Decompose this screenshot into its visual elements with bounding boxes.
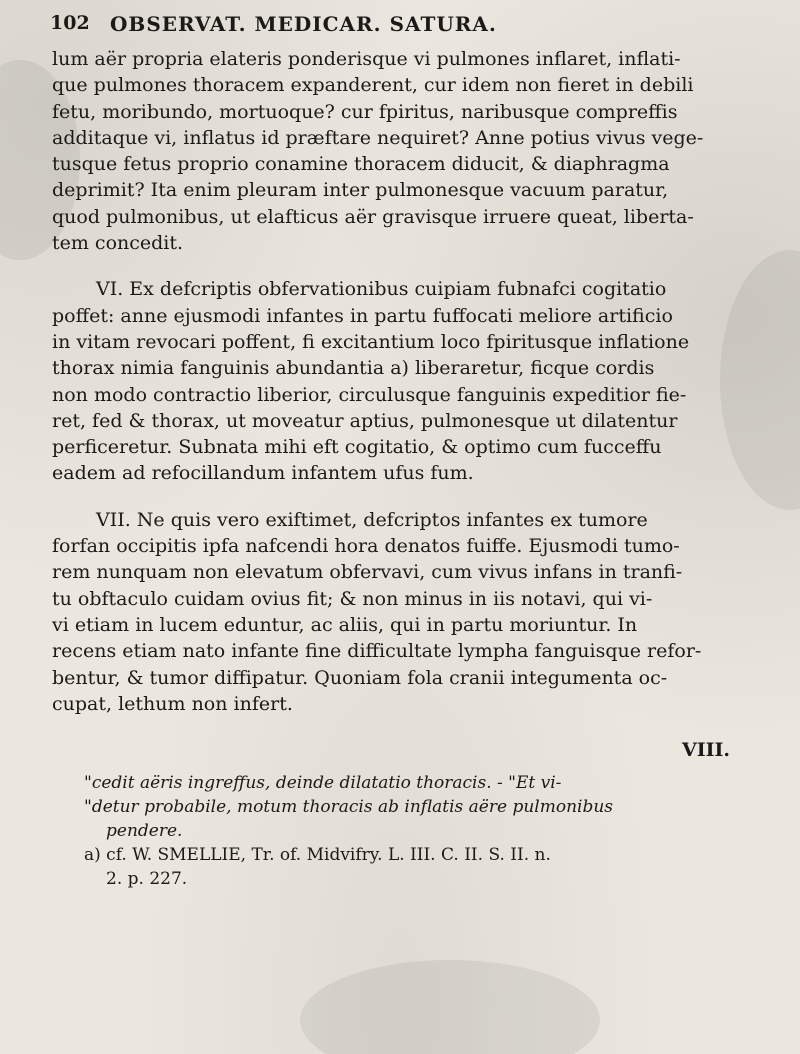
text-line: ret, fed & thorax, ut moveatur aptius, pulmonesque ut dilatentur xyxy=(52,409,678,432)
page-header xyxy=(50,12,710,42)
text-line: poffet: anne ejusmodi infantes in partu fuffocati meliore artificio xyxy=(52,304,673,327)
text-line: additaque vi, inflatus id præftare nequiret? Anne potius vivus vege- xyxy=(52,126,704,149)
footnote-reference: 2. p. 227. xyxy=(106,869,188,890)
text-line: deprimit? Ita enim pleuram inter pulmonesque vacuum paratur, xyxy=(52,179,669,202)
text-line: bentur, & tumor diffipatur. Quoniam fola cranii integumenta oc- xyxy=(52,666,668,689)
running-head: OBSERVAT. MEDICAR. SATURA. xyxy=(110,12,497,36)
text-line: forfan occipitis ipfa nafcendi hora denatos fuiffe. Ejusmodi tumo- xyxy=(52,535,680,558)
footnote-line: pendere. xyxy=(106,821,183,842)
footnote-reference: a) cf. W. SMELLIE, Tr. of. Midvifry. L. III. C. II. S. II. n. xyxy=(84,845,551,866)
paragraph-continuation xyxy=(52,46,732,256)
page-number: 102 xyxy=(50,12,90,34)
text-line: eadem ad refocillandum infantem ufus fum. xyxy=(52,462,474,485)
text-line: tu obftaculo cuidam ovius fit; & non minus in iis notavi, qui vi- xyxy=(52,587,653,610)
text-line: que pulmones thoracem expanderent, cur idem non fieret in debili xyxy=(52,74,694,97)
section-number: VIII. xyxy=(681,739,730,762)
paper-stain xyxy=(720,250,800,510)
text-line: cupat, lethum non infert. xyxy=(52,692,293,715)
text-line: vi etiam in lucem eduntur, ac aliis, qui in partu moriuntur. In xyxy=(52,613,638,636)
text-line: fetu, moribundo, mortuoque? cur fpiritus, naribusque compreffis xyxy=(52,100,678,123)
text-line: recens etiam nato infante fine difficultate lympha fanguisque refor- xyxy=(52,640,702,663)
text-line: lum aër propria elateris ponderisque vi pulmones inflaret, inflati- xyxy=(52,48,681,70)
page-body xyxy=(52,46,732,891)
paragraph-vii xyxy=(52,507,732,717)
text-line: non modo contractio liberior, circulusque fanguinis expeditior fie- xyxy=(52,383,687,406)
text-line: perficeretur. Subnata mihi eft cogitatio, & optimo cum fucceffu xyxy=(52,436,662,459)
footnote xyxy=(52,771,732,891)
paragraph-vi xyxy=(52,276,732,486)
paper-stain xyxy=(300,960,600,1054)
text-line: tusque fetus proprio conamine thoracem diducit, & diaphragma xyxy=(52,153,670,176)
text-line: in vitam revocari poffent, fi excitantium loco fpiritusque inflatione xyxy=(52,330,690,353)
text-line: VII. Ne quis vero exiftimet, defcriptos infantes ex tumore xyxy=(96,508,648,531)
footnote-line: "cedit aëris ingreffus, deinde dilatatio thoracis. - "Et vi- xyxy=(84,773,562,794)
text-line: tem concedit. xyxy=(52,232,184,255)
footnote-line: "detur probabile, motum thoracis ab inflatis aëre pulmonibus xyxy=(84,797,614,818)
text-line: rem nunquam non elevatum obfervavi, cum vivus infans in tranfi- xyxy=(52,561,683,584)
text-line: VI. Ex defcriptis obfervationibus cuipiam fubnafci cogitatio xyxy=(96,278,667,301)
text-line: thorax nimia fanguinis abundantia a) liberaretur, ficque cordis xyxy=(52,357,655,380)
text-line: quod pulmonibus, ut elafticus aër gravisque irruere queat, liberta- xyxy=(52,205,694,228)
